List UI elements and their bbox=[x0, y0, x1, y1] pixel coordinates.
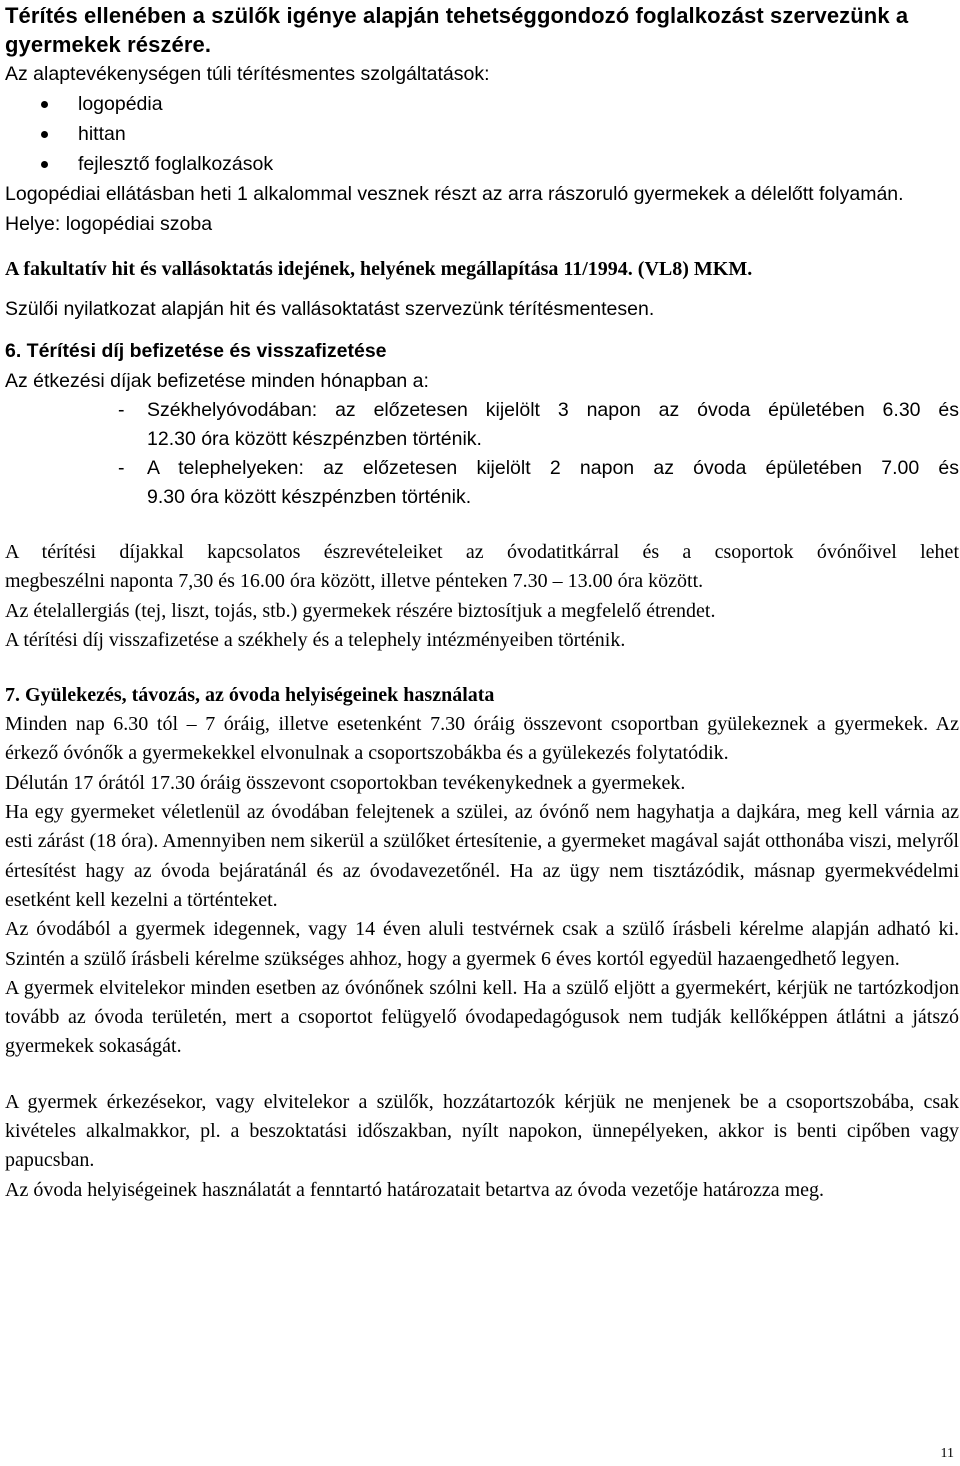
gathering-heading: 7. Gyülekezés, távozás, az óvoda helyiségeinek használata bbox=[5, 684, 495, 707]
list-item: logopédia bbox=[5, 89, 959, 119]
fees-intro: Az étkezési díjak befizetése minden hónapban a: bbox=[5, 370, 429, 392]
religion-heading: A fakultatív hit és vallásoktatás idejének, helyének megállapítása 11/1994. (VL8) MKM. bbox=[5, 258, 753, 280]
fee-item-sites: - A telephelyeken: az előzetesen kijelölt 2 napon az óvoda épületében 7.00 és 9.30 óra között készpénzben történik. bbox=[5, 454, 959, 512]
dash-bullet: - bbox=[118, 399, 125, 421]
free-services-list bbox=[5, 89, 959, 179]
bullet-icon bbox=[41, 131, 48, 138]
bullet-icon bbox=[41, 161, 48, 168]
speech-therapy-location: Helye: logopédiai szoba bbox=[5, 213, 213, 235]
allergy-text: Az ételallergiás (tej, liszt, tojás, stb.) gyermekek részére biztosítjuk a megfelelő étrendet. bbox=[5, 599, 716, 622]
list-item: fejlesztő foglalkozások bbox=[5, 149, 959, 179]
document-page bbox=[5, 0, 959, 1205]
fees-remarks: A térítési díjakkal kapcsolatos észrevételeiket az óvodatitkárral és a csoportok óvónőivel lehet megbeszélni naponta 7,30 és 16.00 óra között, illetve pénteken 7.30 – 13.00 óra között. bbox=[5, 541, 959, 593]
list-item: hittan bbox=[5, 119, 959, 149]
rooms-entry-text: A gyermek érkezésekor, vagy elvitelekor a szülők, hozzátartozók kérjük ne menjenek be a csoportszobába, csak kivételes alkalmakkor, pl. a beszoktatási időszakban, nyílt napokon, ünnepélyeken, akkor is benti cipőben vagy papucsban. bbox=[5, 1090, 959, 1172]
pickup-text: Az óvodából a gyermek idegennek, vagy 14 éven aluli testvérnek csak a szülő írásbeli kérelme alapján adható ki. Szintén a szülő írásbeli kérelme szükséges ahhoz, hogy a gyermek 6 éves kortól egyedül hazaengedhető legyen. bbox=[5, 918, 959, 970]
room-usage-text: Az óvoda helyiségeinek használatát a fenntartó határozatait betartva az óvoda vezetője határozza meg. bbox=[5, 1178, 825, 1201]
afternoon-text: Délután 17 órától 17.30 óráig összevont csoportokban tevékenykednek a gyermekek. bbox=[5, 771, 686, 794]
teacher-notice-text: A gyermek elvitelekor minden esetben az óvónőnek szólni kell. Ha a szülő eljött a gyermekért, kérjük ne tartózkodjon tovább az óvoda területén, mert a csoportot felügyelő óvodapedagógusok nem tudják kellőképpen átlátni a játszó gyermekek sokaságát. bbox=[5, 976, 959, 1058]
free-services-intro: Az alaptevékenységen túli térítésmentes szolgáltatások: bbox=[5, 63, 490, 85]
dash-bullet: - bbox=[118, 457, 125, 479]
fees-heading: 6. Térítési díj befizetése és visszafizetése bbox=[5, 340, 387, 362]
forgotten-child-text: Ha egy gyermeket véletlenül az óvodában felejtenek a szülei, az óvónő nem hagyhatja a dajkára, meg kell várnia az esti zárást (18 óra). Amennyiben nem sikerül a szülőket értesítenie, a gyermeket magával saját otthonába viszi, melyről értesítést hagy az óvoda bejáratánál és az óvodavezetőnél. Ha az ügy nem tisztázódik, másnap gyermekvédelmi esetként kell kezelni a történteket. bbox=[5, 801, 959, 911]
refund-text: A térítési díj visszafizetése a székhely és a telephely intézményeiben történik. bbox=[5, 628, 626, 651]
religion-text: Szülői nyilatkozat alapján hit és vallásoktatást szervezünk térítésmentesen. bbox=[5, 298, 655, 320]
page-number: 11 bbox=[940, 1446, 954, 1461]
fee-item-headquarters: - Székhelyóvodában: az előzetesen kijelölt 3 napon az óvoda épületében 6.30 és 12.30 óra között készpénzben történik. bbox=[5, 396, 959, 454]
section-header: Térítés ellenében a szülők igénye alapján tehetséggondozó foglalkozást szervezünk a gyermekek részére. bbox=[5, 3, 909, 57]
speech-therapy-text: Logopédiai ellátásban heti 1 alkalommal vesznek részt az arra rászoruló gyermekek a délelőtt folyamán. bbox=[5, 183, 904, 205]
morning-gathering-text: Minden nap 6.30 tól – 7 óráig, illetve esetenként 7.30 óráig összevont csoportban gyülekeznek a gyermekek. Az érkező óvónők a gyermekekkel elvonulnak a csoportszobákba és a gyülekezés folytatódik. bbox=[5, 713, 959, 765]
bullet-icon bbox=[41, 101, 48, 108]
